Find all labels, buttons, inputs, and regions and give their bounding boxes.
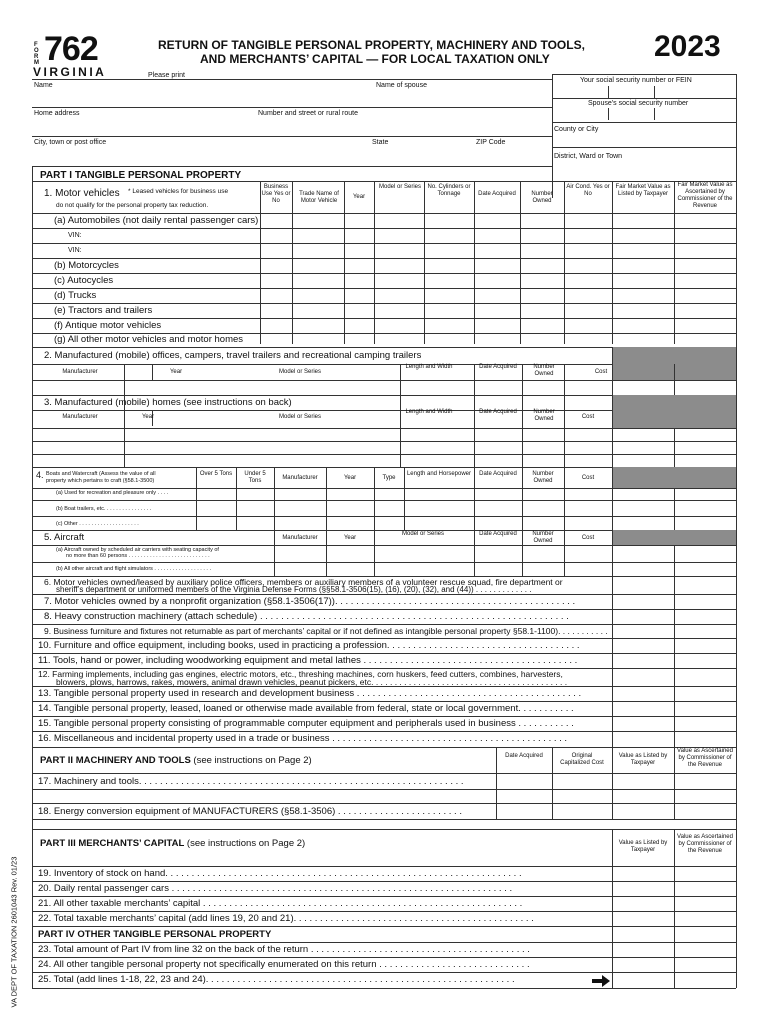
line-4-number: 4. [36, 470, 44, 480]
col-number-owned: Number Owned [531, 191, 553, 204]
arrow-right-icon [592, 975, 610, 987]
ssn-field[interactable] [556, 86, 734, 98]
col-fmv-taxpayer: Fair Market Value as Listed by Taxpayer [615, 184, 671, 197]
line-15: 15. Tangible personal property consisting of programmable computer equipment and peripherals used in business . . . . . . . . . . . [38, 718, 574, 729]
col-fmv-commissioner: Fair Market Value as Ascertained by Commissioner of the Revenue [677, 182, 733, 209]
vin-2[interactable]: VIN: [68, 247, 82, 254]
leased-note-1: * Leased vehicles for business use [128, 188, 229, 195]
line-9: 9. Business furniture and fixtures not returnable as part of merchants’ capital or if not defined as intangible personal property §58.1-1100). . . . . . . . . . . [44, 626, 608, 636]
h3-manufacturer: Manufacturer [62, 414, 98, 420]
line-13: 13. Tangible personal property used in research and development business . . . . . . . . . . . . . . . . . . . . . . . . . . . . . . . . . . . . . . . . . . . [38, 688, 582, 699]
h2-manufacturer: Manufacturer [62, 369, 98, 375]
part2-note: (see instructions on Page 2) [193, 755, 312, 766]
state-label: State [372, 139, 389, 146]
part3-title-text: PART III MERCHANTS’ CAPITAL [40, 838, 185, 849]
line-1b: (b) Motorcycles [54, 260, 119, 271]
part3-note: (see instructions on Page 2) [186, 838, 306, 849]
motor-vehicles-label: 1. Motor vehicles [44, 188, 120, 199]
line-17: 17. Machinery and tools. . . . . . . . . . . . . . . . . . . . . . . . . . . . . . . . . . . . . . . . . . . . . . . . . . . . . . . . . . . . . . [38, 776, 464, 787]
h3-year: Year [141, 414, 155, 420]
form-title-line2: AND MERCHANTS’ CAPITAL — FOR LOCAL TAXATION ONLY [200, 52, 550, 66]
line-4c: (c) Other . . . . . . . . . . . . . . . . . . . . [56, 521, 139, 527]
line-8: 8. Heavy construction machinery (attach schedule) . . . . . . . . . . . . . . . . . . . . . . . . . . . . . . . . . . . . . . . . . . . . . . . . . . . . . . . . . . . [44, 611, 569, 622]
h4-horsepower: Length and Horsepower [406, 471, 472, 477]
col-trade-name: Trade Name of Motor Vehicle [299, 191, 339, 204]
shaded-cell [612, 395, 736, 428]
district-label: District, Ward or Town [554, 153, 623, 160]
tax-year: 2023 [654, 30, 721, 63]
line-12-1: 12. Farming implements, including gas engines, electric motors, etc., threshing machines, corn huskers, feed cutters, combines, harvesters, [38, 669, 563, 679]
p3-value-taxpayer: Value as Listed by Taxpayer [618, 840, 668, 853]
line-22: 22. Total taxable merchants’ capital (add lines 19, 20 and 21). . . . . . . . . . . . . . . . . . . . . . . . . . . . . . . . . . . . . . . . . . . . . . [38, 913, 534, 924]
line-6-2: sheriff’s department or uniformed members of the Virginia Defense Forms (§§58.1-3506(15), (16), (20), (32), and (44)) . . . . . . . . . . . . . [56, 585, 532, 594]
h3-number: Number Owned [533, 409, 555, 422]
h5-year: Year [343, 535, 357, 541]
part4-title: PART IV OTHER TANGIBLE PERSONAL PROPERTY [38, 929, 272, 940]
line-2: 2. Manufactured (mobile) offices, campers, travel trailers and recreational camping trailers [44, 350, 422, 361]
part2-title-text: PART II MACHINERY AND TOOLS [40, 755, 191, 766]
h4-type: Type [382, 475, 396, 481]
line-21: 21. All other taxable merchants’ capital . . . . . . . . . . . . . . . . . . . . . . . . . . . . . . . . . . . . . . . . . . . . . . . . . . . . . . . . . . . . . [38, 898, 523, 909]
h2-number: Number Owned [533, 364, 555, 377]
h5-manufacturer: Manufacturer [282, 535, 318, 541]
line-18: 18. Energy conversion equipment of MANUFACTURERS (§58.1-3506) . . . . . . . . . . . . . . . . . . . . . . . . [38, 806, 462, 817]
h4-number: Number Owned [532, 471, 554, 484]
part2-title [40, 755, 312, 766]
h5-model: Model or Series [401, 531, 445, 537]
h4-year: Year [343, 475, 357, 481]
line-4b: (b) Boat trailers, etc. . . . . . . . . . . . . . . . [56, 506, 152, 512]
leased-note-2: do not qualify for the personal property tax reduction. [56, 202, 209, 209]
line-5: 5. Aircraft [44, 532, 85, 543]
p2-orig-cost: Original Capitalized Cost [560, 753, 604, 766]
line-1a: (a) Automobiles (not daily rental passenger cars) [54, 215, 259, 226]
line-5b: (b) All other aircraft and flight simulators . . . . . . . . . . . . . . . . . . . [56, 566, 211, 572]
line-16: 16. Miscellaneous and incidental property used in a trade or business . . . . . . . . . . . . . . . . . . . . . . . . . . . . . . . . . . . . . . . . . . . . . [38, 733, 568, 744]
line-1d: (d) Trucks [54, 290, 97, 301]
line-4-label-1: Boats and Watercraft (Assess the value of all [46, 471, 156, 477]
h2-model: Model or Series [278, 369, 322, 375]
shaded-cell [612, 530, 736, 545]
h5-cost: Cost [581, 535, 595, 541]
h4-cost: Cost [581, 475, 595, 481]
line-24: 24. All other tangible personal property not specifically enumerated on this return . . . . . . . . . . . . . . . . . . . . . . . . . . . . . [38, 959, 530, 970]
p3-value-commissioner: Value as Ascertained by Commissioner of the Revenue [677, 834, 733, 854]
line-5a-2: no more than 60 persons . . . . . . . . . . . . . . . . . . . . . . . . . . . [66, 553, 210, 559]
h3-cost: Cost [581, 414, 595, 420]
h2-year: Year [169, 369, 183, 375]
line-14: 14. Tangible personal property, leased, loaned or otherwise made available from federal, state or local government. . . . . . . . . . . [38, 703, 574, 714]
sidebar-text: VA DEPT OF TAXATION 2601043 Rev. 01/23 [9, 856, 19, 1008]
line-12-2: blowers, plows, harrows, rakes, mowers, animal drawn vehicles, peanut pickers, etc. . . . . . . . . . . . . . . . . . . . . . . . . . . . . . . . . . . . . . . . . . [56, 677, 568, 687]
form-word [34, 42, 39, 66]
shaded-cell [612, 467, 736, 488]
part3-title [40, 838, 305, 849]
form-title-line1: RETURN OF TANGIBLE PERSONAL PROPERTY, MACHINERY AND TOOLS, [158, 38, 585, 52]
line-1e: (e) Tractors and trailers [54, 305, 153, 316]
h4-date: Date Acquired [479, 471, 517, 477]
h3-model: Model or Series [278, 414, 322, 420]
h4-under: Under 5 Tons [244, 471, 266, 484]
line-4a: (a) Used for recreation and pleasure only . . . . [56, 490, 169, 496]
form-letter: O [34, 48, 39, 54]
line-25: 25. Total (add lines 1-18, 22, 23 and 24). . . . . . . . . . . . . . . . . . . . . . . . . . . . . . . . . . . . . . . . . . . . . . . . . . . . . . . . . . . [38, 974, 515, 985]
line-1c: (c) Autocycles [54, 275, 114, 286]
col-air-cond: Air Cond. Yes or No [566, 184, 610, 197]
county-label: County or City [554, 126, 599, 133]
vin-1[interactable]: VIN: [68, 232, 82, 239]
form-letter: F [34, 42, 38, 48]
line-4-label-2: property which pertains to craft (§58.1-3500) [46, 478, 155, 484]
col-year: Year [352, 194, 366, 200]
h2-length: Length and Width [405, 364, 453, 370]
name-label: Name [34, 82, 53, 89]
h3-length: Length and Width [405, 409, 453, 415]
please-print: Please print [148, 72, 185, 79]
h2-cost: Cost [594, 369, 608, 375]
col-cylinders: No. Cylinders or Tonnage [427, 184, 471, 197]
line-1f: (f) Antique motor vehicles [54, 320, 162, 331]
p2-date: Date Acquired [505, 753, 543, 759]
zip-label: ZIP Code [476, 139, 506, 146]
line-10: 10. Furniture and office equipment, including books, used in practicing a profession. . . . . . . . . . . . . . . . . . . . . . . . . . . . . . . . . . . . . [38, 640, 580, 651]
state-name: VIRGINIA [33, 65, 107, 79]
h4-manufacturer: Manufacturer [282, 475, 318, 481]
h3-date: Date Acquired [479, 409, 517, 415]
form-letter: M [34, 60, 39, 66]
p2-value-taxpayer: Value as Listed by Taxpayer [618, 753, 668, 766]
h4-over: Over 5 Tons [199, 471, 233, 477]
line-3: 3. Manufactured (mobile) homes (see instructions on back) [44, 397, 292, 408]
line-20: 20. Daily rental passenger cars . . . . . . . . . . . . . . . . . . . . . . . . . . . . . . . . . . . . . . . . . . . . . . . . . . . . . . . . . . . . . . . . . [38, 883, 513, 894]
col-model: Model or Series [378, 184, 422, 190]
street-label: Number and street or rural route [258, 110, 358, 117]
form-number: 762 [44, 30, 98, 68]
line-11: 11. Tools, hand or power, including woodworking equipment and metal lathes . . . . . . . . . . . . . . . . . . . . . . . . . . . . . . . . . . . . . . . . . [38, 655, 578, 666]
home-address-label: Home address [34, 110, 80, 117]
spouse-ssn-field[interactable] [556, 108, 734, 120]
col-business-use: Business Use Yes or No [261, 184, 291, 204]
h5-date: Date Acquired [479, 531, 517, 537]
h5-number: Number Owned [532, 531, 554, 544]
line-23: 23. Total amount of Part IV from line 32 on the back of the return . . . . . . . . . . . . . . . . . . . . . . . . . . . . . . . . . . . . . . . . . . [38, 944, 530, 955]
part1-title: PART I TANGIBLE PERSONAL PROPERTY [40, 170, 242, 181]
line-7: 7. Motor vehicles owned by a nonprofit organization (§58.1-3506(17)). . . . . . . . . . . . . . . . . . . . . . . . . . . . . . . . . . . . . . . . . . . . . . [44, 596, 576, 607]
p2-value-commissioner: Value as Ascertained by Commissioner of the Revenue [677, 748, 733, 768]
line-1g: (g) All other motor vehicles and motor homes [54, 334, 244, 345]
spouse-name-label: Name of spouse [376, 82, 427, 89]
h2-date: Date Acquired [479, 364, 517, 370]
line-5a-1: (a) Aircraft owned by scheduled air carriers with seating capacity of [56, 547, 219, 553]
form-letter: R [34, 54, 39, 60]
ssn-label: Your social security number or FEIN [580, 77, 692, 84]
line-6-1: 6. Motor vehicles owned/leased by auxiliary police officers, members or auxiliary members of a volunteer rescue squad, fire department or [44, 577, 563, 587]
city-label: City, town or post office [34, 139, 107, 146]
col-date-acquired: Date Acquired [478, 191, 516, 197]
line-19: 19. Inventory of stock on hand. . . . . . . . . . . . . . . . . . . . . . . . . . . . . . . . . . . . . . . . . . . . . . . . . . . . . . . . . . . . . . . . . . . . [38, 868, 522, 879]
spouse-ssn-label: Spouse’s social security number [588, 100, 689, 107]
